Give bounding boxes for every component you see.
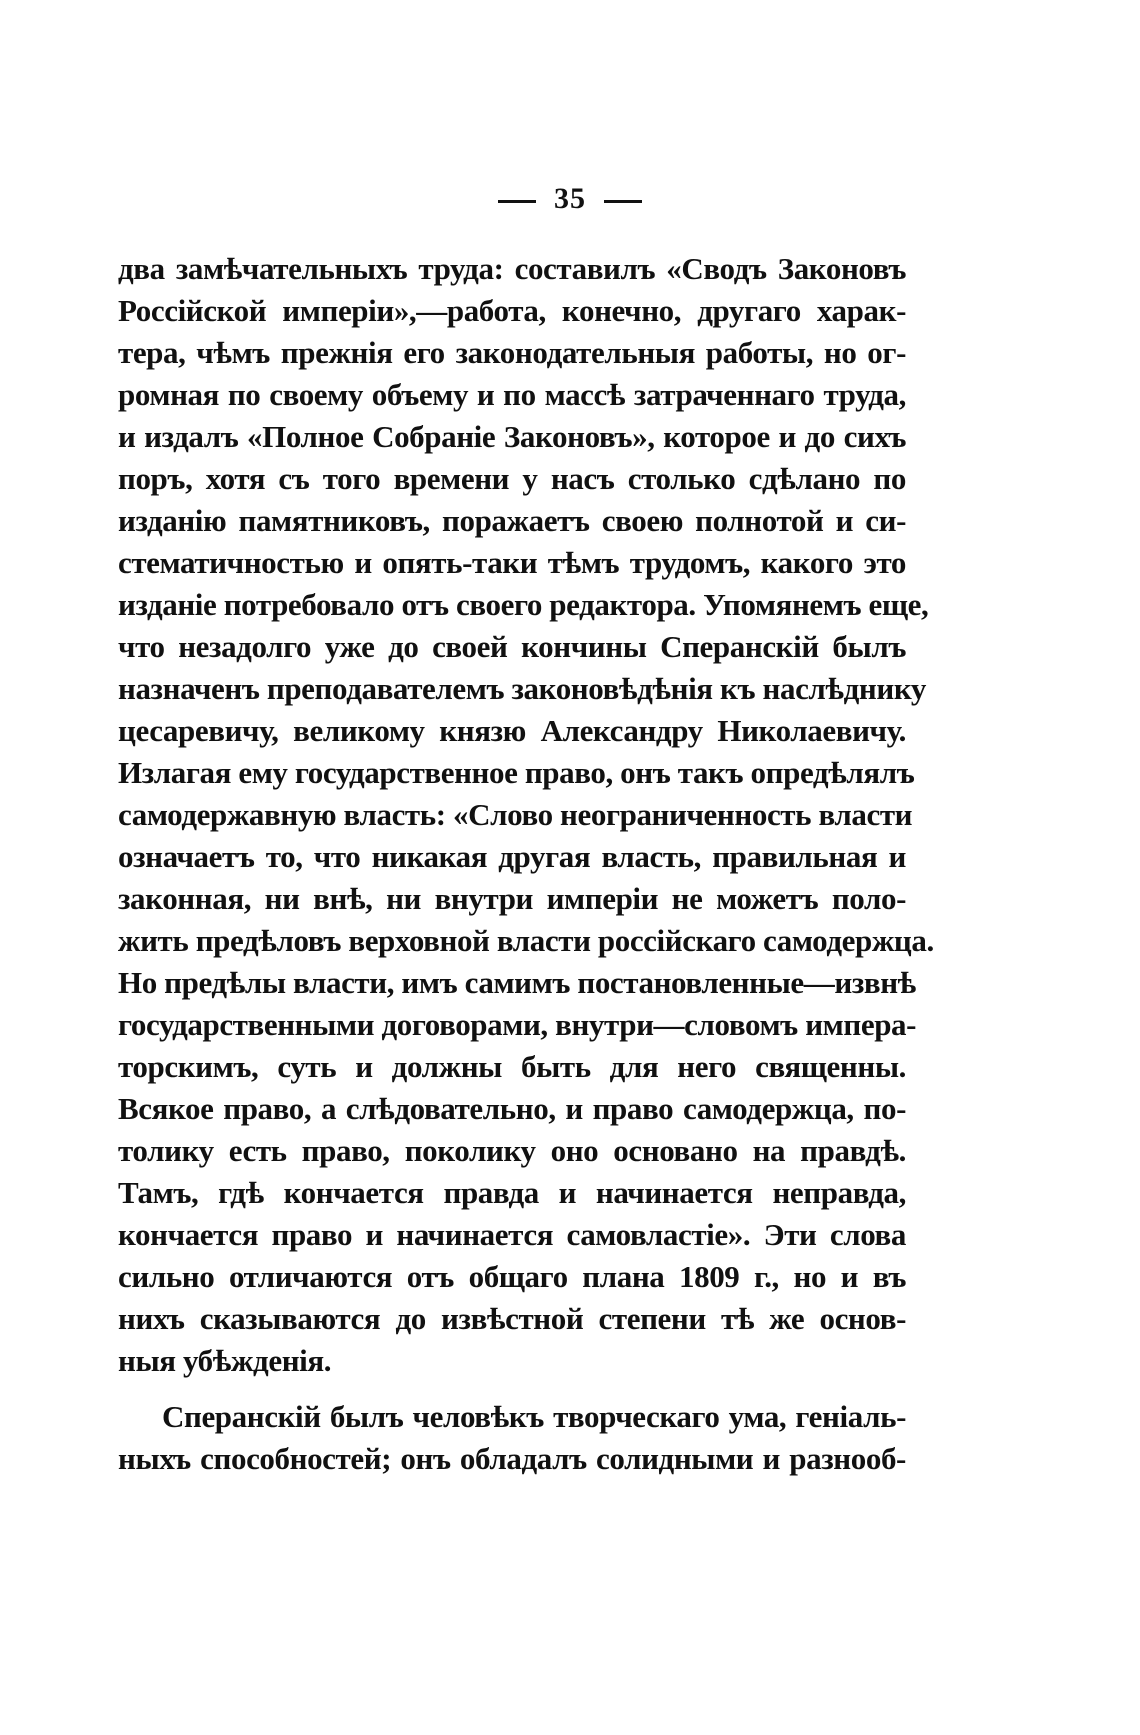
right-dash — [604, 200, 642, 203]
page-number-text: 35 — [554, 182, 586, 215]
body-text — [118, 248, 934, 1480]
page-number — [0, 182, 1140, 216]
text-line: самодержавную власть: «Слово неограниченность власти — [118, 797, 913, 832]
text-line: Излагая ему государственное право, онъ такъ опредѣлялъ — [118, 755, 915, 790]
text-line: и издалъ «Полное Собраніе Законовъ», которое и до сихъ — [118, 419, 906, 454]
text-line: назначенъ преподавателемъ законовѣдѣнія къ наслѣднику — [118, 671, 926, 706]
text-line: государственными договорами, внутри—словомъ импера- — [118, 1007, 917, 1042]
text-line: Россійской имперіи»,—работа, конечно, другаго харак- — [118, 293, 906, 328]
text-line: стематичностью и опять-таки тѣмъ трудомъ, какого это — [118, 545, 906, 580]
text-line: поръ, хотя съ того времени у насъ столько сдѣлано по — [118, 461, 906, 496]
text-line: цесаревичу, великому князю Александру Николаевичу. — [118, 713, 906, 748]
text-line: изданію памятниковъ, поражаетъ своею полнотой и си- — [118, 503, 906, 538]
text-line: ныя убѣжденія. — [118, 1343, 332, 1378]
text-line: Всякое право, а слѣдовательно, и право самодержца, по- — [118, 1091, 906, 1126]
text-line: изданіе потребовало отъ своего редактора. Упомянемъ еще, — [118, 587, 929, 622]
text-line: кончается право и начинается самовластіе». Эти слова — [118, 1217, 906, 1252]
paragraph-gap — [118, 1382, 906, 1396]
text-line: означаетъ то, что никакая другая власть, правильная и — [118, 839, 906, 874]
text-line: толику есть право, поколику оно основано на правдѣ. — [118, 1133, 906, 1168]
text-line: Сперанскій былъ человѣкъ творческаго ума, геніаль- — [162, 1399, 906, 1434]
left-dash — [498, 200, 536, 203]
text-line: Но предѣлы власти, имъ самимъ постановленные—извнѣ — [118, 965, 916, 1000]
text-line: два замѣчательныхъ труда: составилъ «Сводъ Законовъ — [118, 251, 906, 286]
text-line: что незадолго уже до своей кончины Сперанскій былъ — [118, 629, 906, 664]
text-line: ромная по своему объему и по массѣ затраченнаго труда, — [118, 377, 906, 412]
text-line: тера, чѣмъ прежнія его законодательныя работы, но ог- — [118, 335, 906, 370]
text-line: законная, ни внѣ, ни внутри имперіи не можетъ поло- — [118, 881, 906, 916]
text-line: нихъ сказываются до извѣстной степени тѣ же основ- — [118, 1301, 906, 1336]
text-line: ныхъ способностей; онъ обладалъ солидными и разнооб- — [118, 1441, 906, 1476]
text-line: сильно отличаются отъ общаго плана 1809 г., но и въ — [118, 1259, 906, 1294]
paragraph-2 — [118, 1396, 906, 1480]
paragraph-1 — [118, 248, 934, 1382]
text-line: Тамъ, гдѣ кончается правда и начинается неправда, — [118, 1175, 906, 1210]
text-line: торскимъ, суть и должны быть для него священны. — [118, 1049, 906, 1084]
text-line: жить предѣловъ верховной власти россійскаго самодержца. — [118, 923, 934, 958]
